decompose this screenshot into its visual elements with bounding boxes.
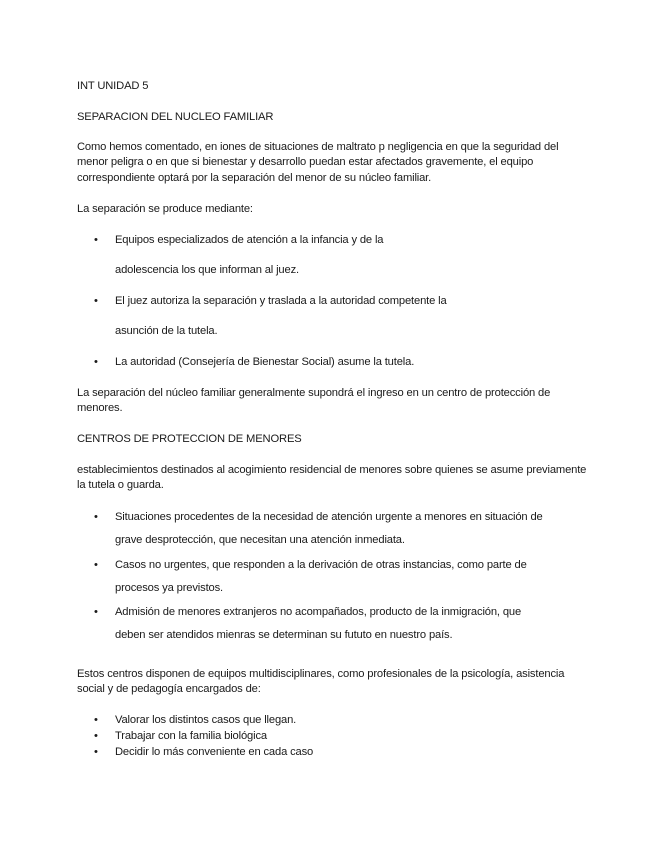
list-item-continuation: adolescencia los que informan al juez. [115,264,299,276]
bullet-icon: • [94,714,98,726]
list-item: Decidir lo más conveniente en cada caso [115,746,314,758]
list-item: Valorar los distintos casos que llegan. [115,714,297,726]
list-item: Trabajar con la familia biológica [115,730,267,742]
section-heading-centers: CENTROS DE PROTECCION DE MENORES [77,433,302,445]
list-item-continuation: deben ser atendidos mienras se determinan su fututo en nuestro país. [115,629,453,641]
list-item: Admisión de menores extranjeros no acompañados, producto de la inmigración, que [115,606,522,618]
separation-result-paragraph: La separación del núcleo familiar generalmente supondrá el ingreso en un centro de protección de menores. [77,387,551,415]
bullet-icon: • [94,730,98,742]
bullet-icon: • [94,746,98,758]
list-item-continuation: grave desprotección, que necesitan una atención inmediata. [115,534,405,546]
bullet-icon: • [94,295,98,307]
list-item: El juez autoriza la separación y traslada a la autoridad competente la [115,295,447,307]
bullet-icon: • [94,606,98,618]
centers-definition-paragraph: establecimientos destinados al acogimiento residencial de menores sobre quienes se asume previamente la tutela o guarda. [77,464,587,492]
separation-lead: La separación se produce mediante: [77,203,253,215]
list-item: Casos no urgentes, que responden a la derivación de otras instancias, como parte de [115,559,527,571]
list-item: Equipos especializados de atención a la infancia y de la [115,234,384,246]
bullet-icon: • [94,234,98,246]
bullet-icon: • [94,511,98,523]
unit-heading: INT UNIDAD 5 [77,80,149,92]
list-item: Situaciones procedentes de la necesidad de atención urgente a menores en situación de [115,511,543,523]
list-item: La autoridad (Consejería de Bienestar Social) asume la tutela. [115,356,415,368]
bullet-icon: • [94,559,98,571]
list-item-continuation: asunción de la tutela. [115,325,218,337]
list-item-continuation: procesos ya previstos. [115,582,224,594]
bullet-icon: • [94,356,98,368]
teams-paragraph: Estos centros disponen de equipos multidisciplinares, como profesionales de la psicología, asistencia social y de pedagogía encargados de: [77,668,565,696]
section-heading-separation: SEPARACION DEL NUCLEO FAMILIAR [77,111,274,123]
intro-paragraph: Como hemos comentado, en iones de situaciones de maltrato p negligencia en que la seguridad del menor peligra o en que si bienestar y desarrollo puedan estar afectados gravemente, el equipo correspondiente optará por la separación del menor de su núcleo familiar. [77,141,559,184]
